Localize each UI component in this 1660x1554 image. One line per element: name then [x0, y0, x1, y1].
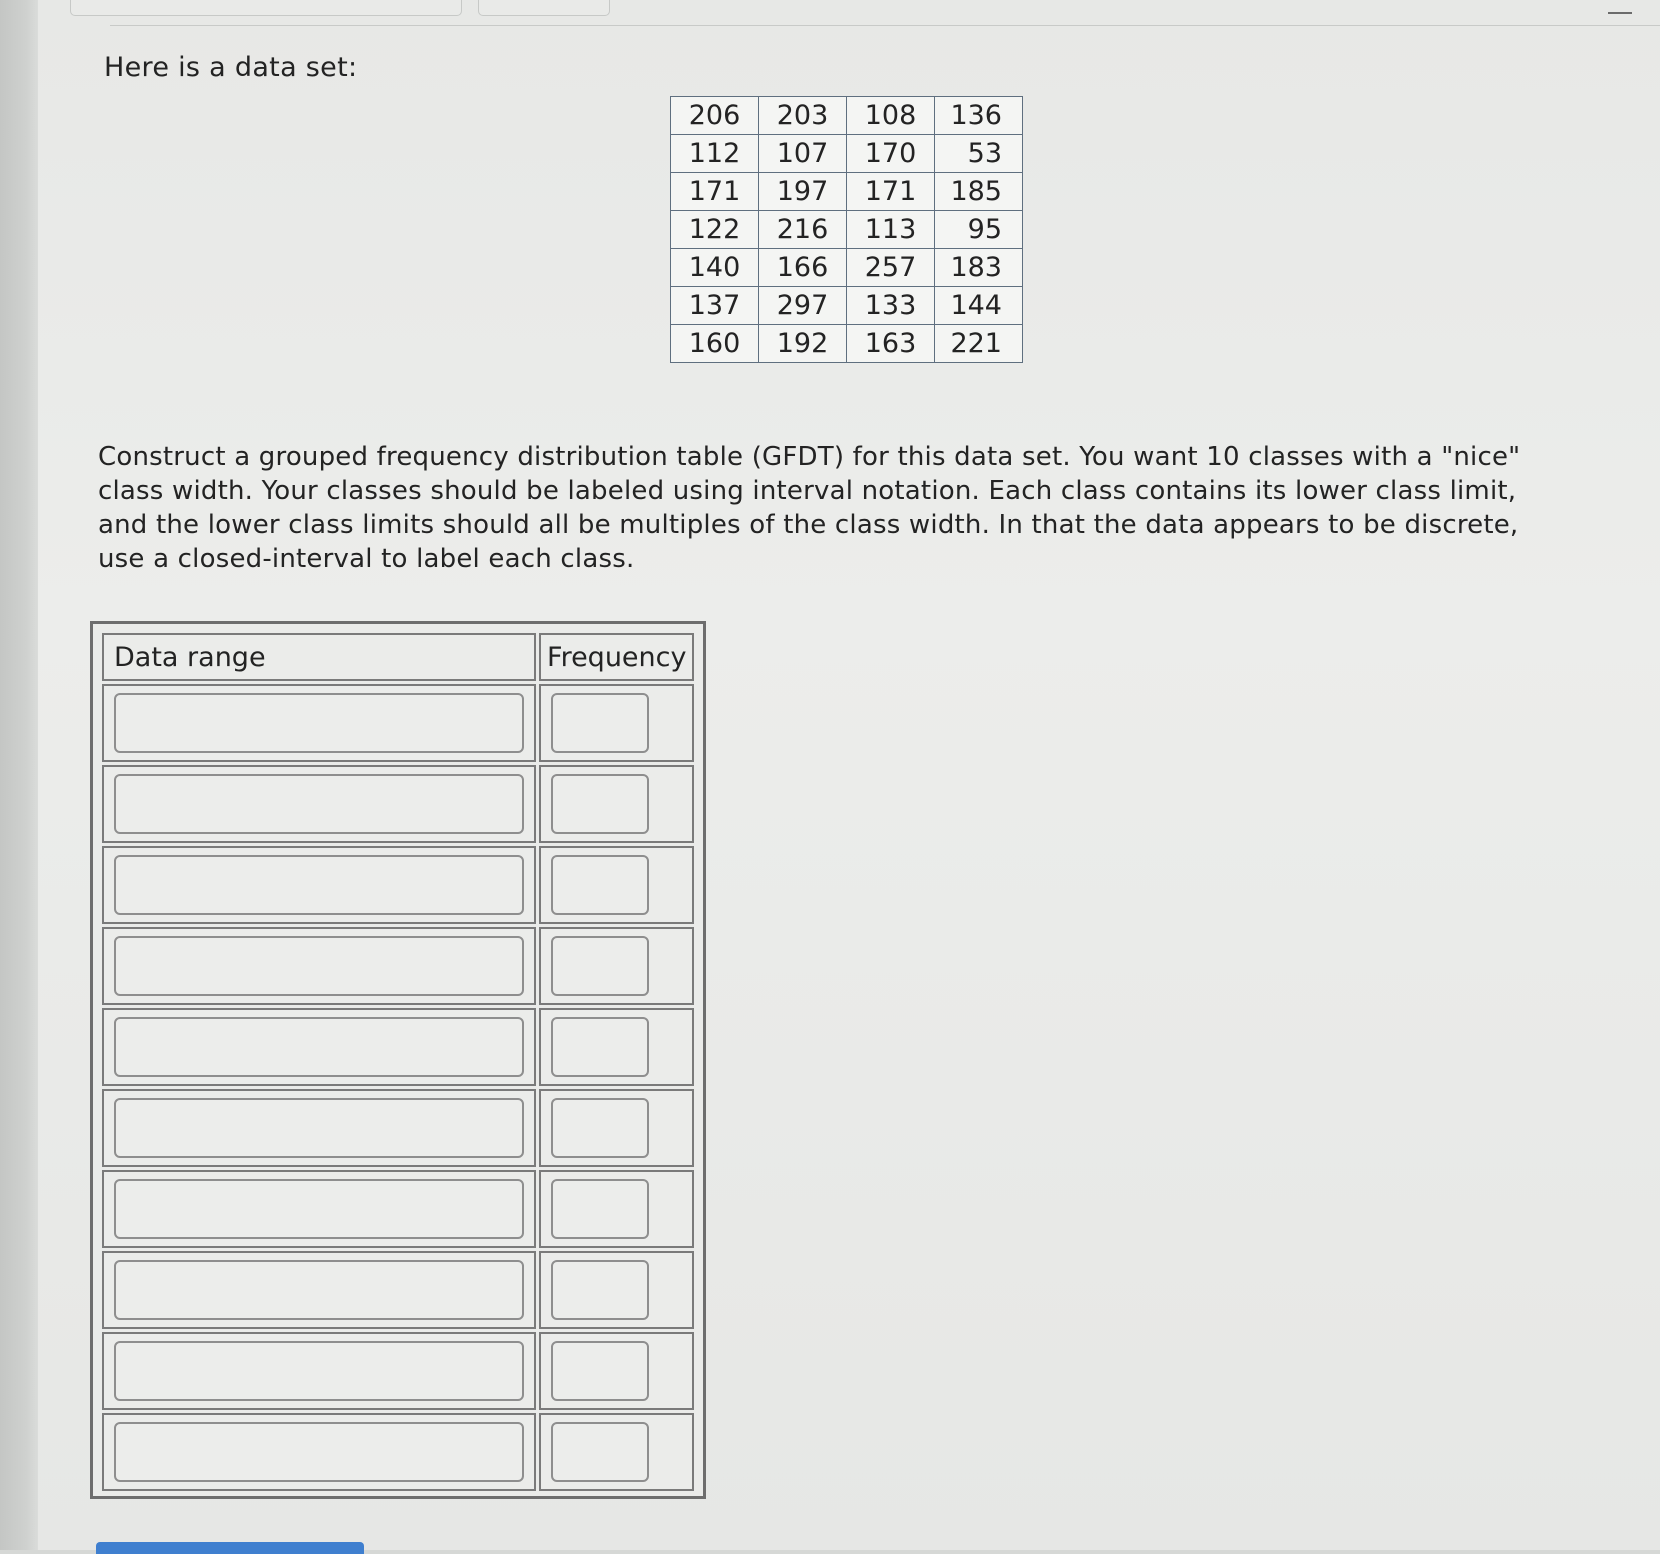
data-range-cell: [102, 927, 536, 1005]
data-set-row: [671, 325, 1023, 363]
data-value-cell: 133: [847, 287, 935, 325]
frequency-cell: [539, 1251, 694, 1329]
submit-button[interactable]: [96, 1542, 364, 1554]
data-range-cell: [102, 1332, 536, 1410]
data-value-cell: 192: [759, 325, 847, 363]
header-tab[interactable]: [70, 0, 462, 16]
data-range-input[interactable]: [114, 855, 524, 915]
frequency-cell: [539, 846, 694, 924]
gfdt-row: [102, 1170, 694, 1248]
frequency-cell: [539, 1332, 694, 1410]
instructions-text: Construct a grouped frequency distribution table (GFDT) for this data set. You want 10 classes with a "nice" class width. Your classes should be labeled using interval notation. Each class contains its lower class limit, and the lower class limits should all be multiples of the class width. In that the data appears to be discrete, use a closed-interval to label each class.: [98, 442, 1521, 574]
gfdt-row: [102, 1089, 694, 1167]
data-value-cell: 183: [935, 249, 1023, 287]
data-value-cell: 166: [759, 249, 847, 287]
data-value-cell: 221: [935, 325, 1023, 363]
minimize-icon[interactable]: [1608, 12, 1632, 14]
gfdt-row: [102, 1008, 694, 1086]
data-value-cell: 257: [847, 249, 935, 287]
divider: [110, 25, 1660, 26]
header-tab[interactable]: [478, 0, 610, 16]
data-set-row: [671, 287, 1023, 325]
data-value-cell: 113: [847, 211, 935, 249]
data-range-cell: [102, 1413, 536, 1491]
frequency-cell: [539, 765, 694, 843]
data-value-cell: 216: [759, 211, 847, 249]
frequency-cell: [539, 1413, 694, 1491]
frequency-input[interactable]: [551, 1341, 649, 1401]
frequency-input[interactable]: [551, 1260, 649, 1320]
data-value-cell: 95: [935, 211, 1023, 249]
data-range-cell: [102, 1089, 536, 1167]
data-range-input[interactable]: [114, 936, 524, 996]
data-set-row: [671, 249, 1023, 287]
data-value-cell: 53: [935, 135, 1023, 173]
data-value-cell: 203: [759, 97, 847, 135]
left-gutter: [0, 0, 38, 1550]
frequency-cell: [539, 684, 694, 762]
data-value-cell: 160: [671, 325, 759, 363]
frequency-cell: [539, 1089, 694, 1167]
gfdt-table: [90, 621, 706, 1499]
frequency-input[interactable]: [551, 855, 649, 915]
data-range-cell: [102, 1170, 536, 1248]
data-range-input[interactable]: [114, 1017, 524, 1077]
gfdt-row: [102, 684, 694, 762]
data-value-cell: 171: [671, 173, 759, 211]
gfdt-row: [102, 1413, 694, 1491]
data-range-cell: [102, 846, 536, 924]
gfdt-row: [102, 1251, 694, 1329]
data-value-cell: 206: [671, 97, 759, 135]
data-value-cell: 136: [935, 97, 1023, 135]
data-range-input[interactable]: [114, 1341, 524, 1401]
frequency-input[interactable]: [551, 936, 649, 996]
data-range-cell: [102, 765, 536, 843]
data-range-input[interactable]: [114, 1422, 524, 1482]
data-range-input[interactable]: [114, 1260, 524, 1320]
gfdt-row: [102, 1332, 694, 1410]
frequency-input[interactable]: [551, 1017, 649, 1077]
frequency-input[interactable]: [551, 1422, 649, 1482]
data-set-row: [671, 135, 1023, 173]
data-value-cell: 144: [935, 287, 1023, 325]
data-range-cell: [102, 684, 536, 762]
data-set-table: [670, 96, 1023, 363]
frequency-input[interactable]: [551, 1179, 649, 1239]
data-range-input[interactable]: [114, 774, 524, 834]
data-value-cell: 171: [847, 173, 935, 211]
data-range-input[interactable]: [114, 693, 524, 753]
data-value-cell: 137: [671, 287, 759, 325]
data-set-row: [671, 211, 1023, 249]
data-value-cell: 197: [759, 173, 847, 211]
frequency-cell: [539, 1170, 694, 1248]
data-value-cell: 107: [759, 135, 847, 173]
data-value-cell: 163: [847, 325, 935, 363]
data-range-cell: [102, 1008, 536, 1086]
frequency-input[interactable]: [551, 774, 649, 834]
data-value-cell: 185: [935, 173, 1023, 211]
data-range-input[interactable]: [114, 1179, 524, 1239]
frequency-input[interactable]: [551, 1098, 649, 1158]
frequency-header: Frequency: [539, 633, 694, 681]
frequency-input[interactable]: [551, 693, 649, 753]
data-set-row: [671, 97, 1023, 135]
data-range-header: Data range: [102, 633, 536, 681]
data-value-cell: 297: [759, 287, 847, 325]
data-value-cell: 112: [671, 135, 759, 173]
data-value-cell: 170: [847, 135, 935, 173]
frequency-cell: [539, 1008, 694, 1086]
intro-text: Here is a data set:: [104, 52, 358, 83]
frequency-cell: [539, 927, 694, 1005]
gfdt-row: [102, 765, 694, 843]
data-range-input[interactable]: [114, 1098, 524, 1158]
data-value-cell: 140: [671, 249, 759, 287]
data-value-cell: 122: [671, 211, 759, 249]
data-value-cell: 108: [847, 97, 935, 135]
gfdt-row: [102, 927, 694, 1005]
gfdt-row: [102, 846, 694, 924]
data-set-row: [671, 173, 1023, 211]
data-range-cell: [102, 1251, 536, 1329]
